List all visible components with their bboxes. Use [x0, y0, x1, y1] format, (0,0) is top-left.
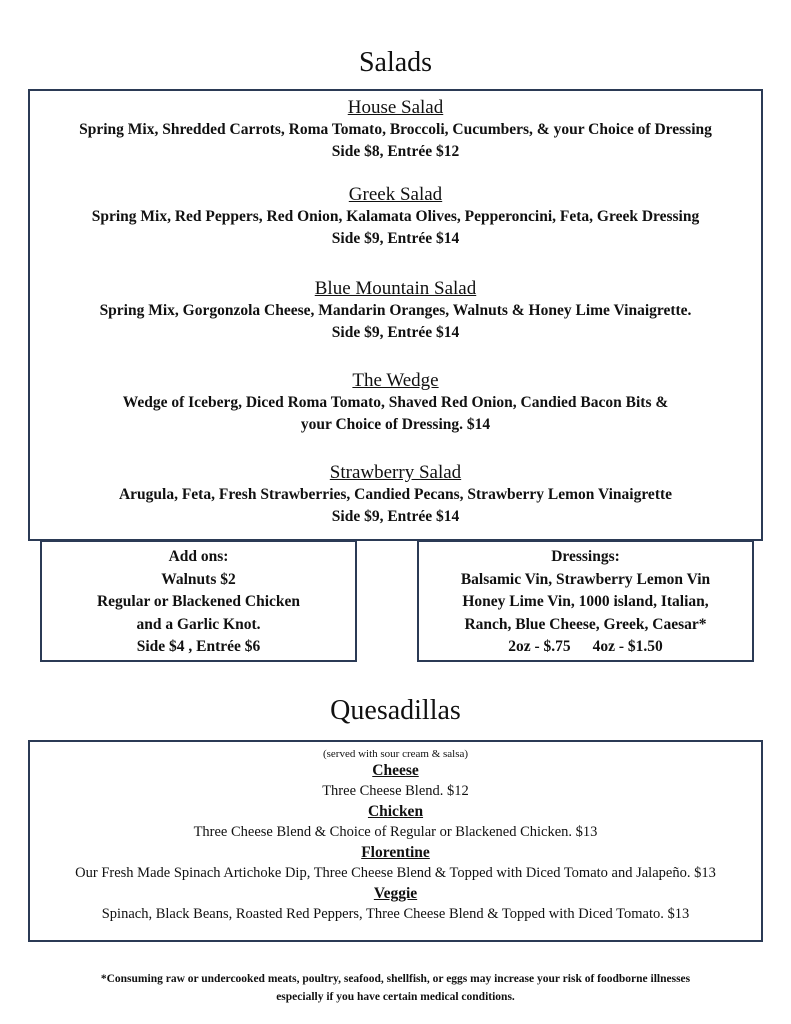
quesadillas-title: Quesadillas	[330, 695, 461, 726]
addons-line: Walnuts $2	[161, 570, 236, 588]
addons-line: and a Garlic Knot.	[136, 615, 261, 633]
salad-price: Side $8, Entrée $12	[331, 143, 460, 160]
dressing-price-2oz: 2oz - $.75	[508, 638, 571, 655]
quesadillas-note: (served with sour cream & salsa)	[322, 748, 469, 760]
quesadilla-desc-chicken: Three Cheese Blend & Choice of Regular or Blackened Chicken. $13	[193, 824, 598, 840]
salad-name: The Wedge	[352, 370, 439, 391]
footnote-line: *Consuming raw or undercooked meats, poultry, seafood, shellfish, or eggs may increase your risk of foodborne illnesses	[100, 973, 691, 985]
quesadillas-box	[28, 740, 763, 942]
salad-name: Strawberry Salad	[329, 462, 462, 483]
quesadilla-name-veggie: Veggie	[373, 885, 418, 902]
addons-heading: Add ons:	[168, 548, 229, 565]
quesadilla-name-cheese: Cheese	[372, 762, 419, 779]
salad-name: Greek Salad	[348, 184, 443, 205]
quesadilla-desc-veggie: Spinach, Black Beans, Roasted Red Peppers, Three Cheese Blend & Topped with Diced Tomato. $13	[101, 906, 690, 922]
salad-price: Side $9, Entrée $14	[331, 324, 460, 341]
salads-title: Salads	[358, 47, 433, 78]
footnote-line: especially if you have certain medical conditions.	[276, 991, 515, 1003]
dressings-line: Balsamic Vin, Strawberry Lemon Vin	[460, 570, 711, 588]
salad-price: Side $9, Entrée $14	[331, 230, 460, 247]
dressings-heading: Dressings:	[551, 548, 620, 565]
salad-name: Blue Mountain Salad	[314, 278, 477, 299]
salad-description: Spring Mix, Red Peppers, Red Onion, Kalamata Olives, Pepperoncini, Feta, Greek Dressing	[91, 208, 700, 225]
dressings-line: Ranch, Blue Cheese, Greek, Caesar*	[464, 615, 707, 633]
salad-description: Arugula, Feta, Fresh Strawberries, Candied Pecans, Strawberry Lemon Vinaigrette	[118, 486, 673, 503]
dressings-line: Honey Lime Vin, 1000 island, Italian,	[462, 593, 709, 610]
addons-line: Regular or Blackened Chicken	[96, 593, 301, 610]
health-advisory-footnote	[0, 970, 791, 1006]
salad-description: Spring Mix, Shredded Carrots, Roma Tomato, Broccoli, Cucumbers, & your Choice of Dressing	[79, 121, 712, 138]
salad-item-strawberry	[30, 462, 761, 528]
salad-name: House Salad	[347, 97, 444, 118]
salad-item-blue-mountain	[30, 278, 761, 344]
quesadilla-name-chicken: Chicken	[367, 803, 424, 820]
salad-item-greek	[30, 184, 761, 250]
salad-description: Wedge of Iceberg, Diced Roma Tomato, Shaved Red Onion, Candied Bacon Bits &	[122, 394, 669, 411]
salad-item-wedge	[30, 370, 761, 436]
quesadilla-desc-florentine: Our Fresh Made Spinach Artichoke Dip, Three Cheese Blend & Topped with Diced Tomato and Jalapeño. $13	[75, 865, 716, 881]
salad-item-house	[30, 97, 761, 163]
addons-box	[40, 540, 357, 662]
salad-price: Side $9, Entrée $14	[331, 508, 460, 525]
dressings-box	[417, 540, 754, 662]
dressing-price-4oz: 4oz - $1.50	[592, 638, 663, 655]
salad-description: Spring Mix, Gorgonzola Cheese, Mandarin Oranges, Walnuts & Honey Lime Vinaigrette.	[99, 302, 692, 319]
quesadilla-desc-cheese: Three Cheese Blend. $12	[322, 783, 469, 799]
salad-description-continued: your Choice of Dressing. $14	[300, 416, 491, 433]
quesadilla-name-florentine: Florentine	[361, 844, 430, 861]
salads-box	[28, 89, 763, 541]
dressings-prices	[419, 636, 752, 659]
addons-price: Side $4 , Entrée $6	[136, 638, 261, 655]
